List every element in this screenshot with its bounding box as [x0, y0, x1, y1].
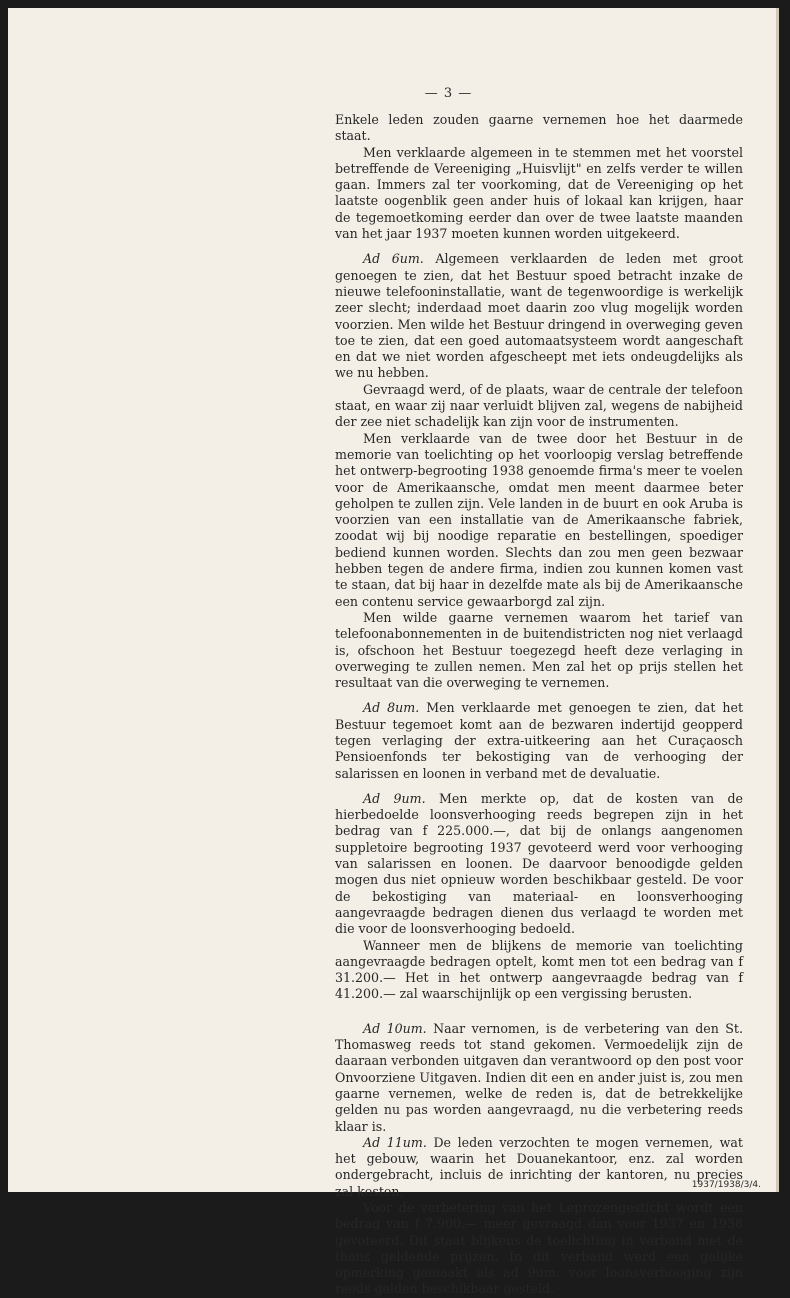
page-edge: [776, 8, 779, 1192]
paragraph-label: Ad 6um.: [363, 251, 436, 267]
paragraph: [335, 1135, 743, 1200]
paragraph-text: Enkele leden zouden gaarne vernemen hoe het daarmede staat.: [335, 112, 743, 144]
paragraph: [335, 791, 743, 938]
page-number: — 3 —: [424, 86, 473, 101]
paragraph: [335, 112, 743, 145]
paragraph: [335, 251, 743, 381]
paragraph: [335, 1200, 743, 1298]
paragraph-text: De leden verzochten te mogen vernemen, wat het gebouw, waarin het Douanekantoor, enz. zal worden ondergebracht, incluis de inrichting der kantoren, nu precies zal kosten.: [335, 1134, 743, 1199]
paragraph-text: Men verklaarde algemeen in te stemmen met het voorstel betreffende de Vereeniging „Huisvlijt" en zelfs verder te willen gaan. Immers zal ter voorkoming, dat de Vereeniging op het laatste oogenblik geen ander huis of lokaal kan krijgen, haar de tegemoetkoming eerder dan over de twee laatste maanden van het jaar 1937 moeten kunnen worden uitgekeerd.: [335, 144, 743, 242]
paragraph-label: Ad 10um.: [363, 1020, 434, 1036]
paragraph: [335, 700, 743, 781]
paragraph-text: Gevraagd werd, of de plaats, waar de centrale der telefoon staat, en waar zij naar verluidt blijven zal, wegens de nabijheid der zee niet schadelijk kan zijn voor de instrumenten.: [335, 381, 743, 430]
footer-code: 1937/1938/3/4.: [691, 1180, 761, 1190]
paragraph-text: Voor de verbetering van het Leprozengesticht wordt een bedrag van f 7.900.— meer gevraagd dan voor 1937 en 1938 gevoteerd. Dit staat blijkens de toelichting in verband met de thans geldende prijzen. In dit verband werd een gelijke opmerking gemaakt als ad 9um: voor loonsverhooging zijn reeds gelden beschikbaar gesteld.: [335, 1200, 743, 1297]
paragraph: [335, 1021, 743, 1135]
paragraph-label: Ad 8um.: [363, 700, 427, 716]
paragraph-label: Ad 11um.: [363, 1134, 434, 1150]
paragraph-text: Wanneer men de blijkens de memorie van toelichting aangevraagde bedragen optelt, komt men tot een bedrag van f 31.200.— Het in het ontwerp aangevraagde bedrag van f 41.200.— zal waarschijnlijk op een vergissing berusten.: [335, 937, 743, 1002]
document-page: [8, 8, 779, 1297]
paragraph: [335, 610, 743, 691]
paragraph: [335, 382, 743, 431]
paragraph-text: Men verklaarde met genoegen te zien, dat het Bestuur tegemoet komt aan de bezwaren indertijd geopperd tegen verlaging der extra-uitkeering aan het Curaçaosch Pensioenfonds ter bekostiging van de verhooging der salarissen en loonen in verband met de devaluatie.: [335, 700, 744, 781]
paragraph-text: Men verklaarde van de twee door het Bestuur in de memorie van toelichting op het voorloopig verslag betreffende het ontwerp-begrooting 1938 genoemde firma's meer te voelen voor de Amerikaansche, omdat men meent daarmee beter geholpen te zullen zijn. Vele landen in de buurt en ook Aruba is voorzien van een installatie van de Amerikaansche fabriek, zoodat wij bij noodige reparatie en bestellingen, spoediger bediend kunnen worden. Slechts dan zou men geen bezwaar hebben tegen de andere firma, indien zou kunnen komen vast te staan, dat bij haar in dezelfde mate als bij de Amerikaansche een contenu service gewaarborgd zal zijn.: [335, 430, 743, 609]
paragraph-text: Naar vernomen, is de verbetering van den St. Thomasweg reeds tot stand gekomen. Vermoedelijk zijn de daaraan verbonden uitgaven dan verantwoord op den post voor Onvoorziene Uitgaven. Indien dit een en ander juist is, zou men gaarne vernemen, welke de reden is, dat de betrekkelijke gelden nu pas worden aangevraagd, nu die verbetering reeds klaar is.: [335, 1020, 744, 1134]
paragraph: [335, 431, 743, 610]
paragraph-text: Men merkte op, dat de kosten van de hierbedoelde loonsverhooging reeds begrepen zijn in het bedrag van f 225.000.—, dat bij de onlangs aangenomen suppletoire begrooting 1937 gevoteerd werd voor verhooging van salarissen en loonen. De daarvoor benoodigde gelden mogen dus niet opnieuw worden beschikbaar gesteld. De voor de bekostiging van materiaal- en loonsverhooging aangevraagde bedragen dienen dus verlaagd te worden met die voor de loonsverhooging bedoeld.: [335, 790, 743, 937]
paragraph: [335, 938, 743, 1003]
paragraph: [335, 145, 743, 243]
paragraph-text: Algemeen verklaarden de leden met groot genoegen te zien, dat het Bestuur spoed betracht inzake de nieuwe telefooninstallatie, want de tegenwoordige is werkelijk zeer slecht; inderdaad moet daarin zoo vlug mogelijk worden voorzien. Men wilde het Bestuur dringend in overweging geven toe te zien, dat een goed automaatsysteem wordt aangeschaft en dat we niet worden afgescheept met iets ondeugdelijks als we nu hebben.: [335, 251, 744, 381]
paragraph-text: Men wilde gaarne vernemen waarom het tarief van telefoonabonnementen in de buitendistricten nog niet verlaagd is, ofschoon het Bestuur toegezegd heeft deze verlaging in overweging te zullen nemen. Men zal het op prijs stellen het resultaat van die overweging te vernemen.: [335, 609, 743, 691]
body-text: [335, 112, 743, 1298]
paragraph-label: Ad 9um.: [363, 790, 439, 806]
